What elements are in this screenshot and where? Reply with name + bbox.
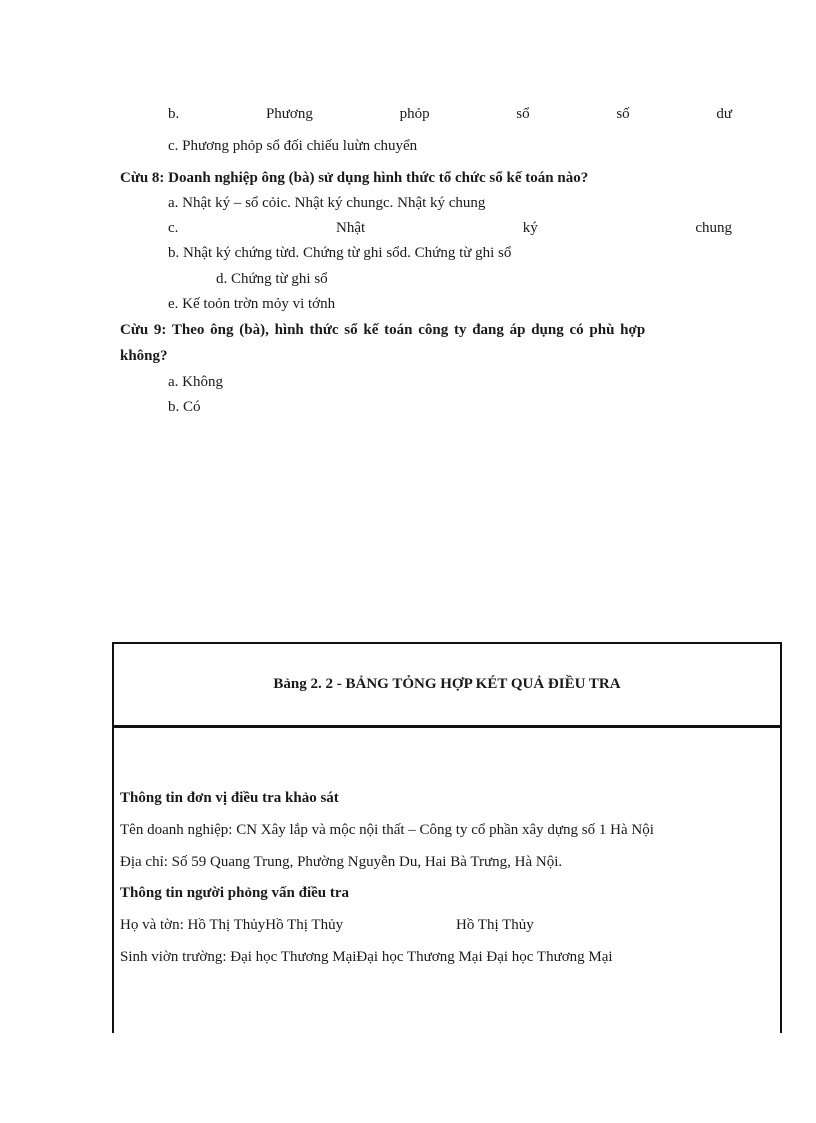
q7-option-c: c. Phương phỏp sổ đối chiếu luừn chuyển <box>168 138 418 154</box>
word: sổ <box>516 106 530 122</box>
company-name: Tên doanh nghiệp: CN Xây lắp và mộc nội thất – Công ty cổ phần xây dựng số 1 Hà Nội <box>120 822 654 838</box>
q9-title-text: Cừu 9: Theo ông (bà), hình thức sổ kế toán công ty đang áp dụng có phù hợp <box>120 322 646 338</box>
q8-option-e: e. Kế toỏn trờn mỏy vi tớnh <box>168 296 336 312</box>
q9-title-line1 <box>120 320 732 340</box>
q8-option-b: b. Nhật ký chứng từd. Chứng từ ghi sổd. Chứng từ ghi sổ <box>168 245 512 261</box>
word: dư <box>716 106 732 122</box>
company-address: Địa chỉ: Số 59 Quang Trung, Phường Nguyễn Du, Hai Bà Trưng, Hà Nội. <box>120 854 563 870</box>
word: Nhật <box>336 220 366 236</box>
unit-info-header: Thông tin đơn vị điều tra khảo sát <box>120 790 339 806</box>
q7-option-b <box>168 104 732 124</box>
table-body-cell <box>112 728 782 1033</box>
word: b. <box>168 106 180 122</box>
interviewer-name: Họ và tờn: Hồ Thị ThủyHồ Thị Thủy <box>120 917 344 933</box>
q8-option-d: d. Chứng từ ghi sổ <box>216 271 328 287</box>
q9-option-a: a. Không <box>168 374 223 390</box>
interviewer-info-header: Thông tin người phỏng vấn điều tra <box>120 885 350 901</box>
table-title: Bảng 2. 2 - BẢNG TỎNG HỢP KÉT QUẢ ĐIỀU TRA <box>273 676 621 692</box>
q9-title-line2: không? <box>120 348 168 364</box>
word: Phương <box>265 106 313 122</box>
word: phỏp <box>399 106 430 122</box>
q9-option-b: b. Có <box>168 399 201 415</box>
q8-option-c <box>168 218 732 238</box>
q8-title: Cừu 8: Doanh nghiệp ông (bà) sử dụng hình thức tổ chức sổ kế toán nào? <box>120 170 589 186</box>
interviewer-name-repeat: Hồ Thị Thủy <box>456 917 534 933</box>
interviewer-school: Sinh viờn trường: Đại học Thương MạiĐại học Thương Mại Đại học Thương Mại <box>120 949 613 965</box>
word: ký <box>522 220 538 236</box>
table-title-cell <box>112 642 782 728</box>
word: chung <box>695 220 732 236</box>
word: số <box>616 106 630 122</box>
word: c. <box>168 220 179 236</box>
q8-option-a: a. Nhật ký – sổ cỏic. Nhật ký chungc. Nhật ký chung <box>168 195 486 211</box>
